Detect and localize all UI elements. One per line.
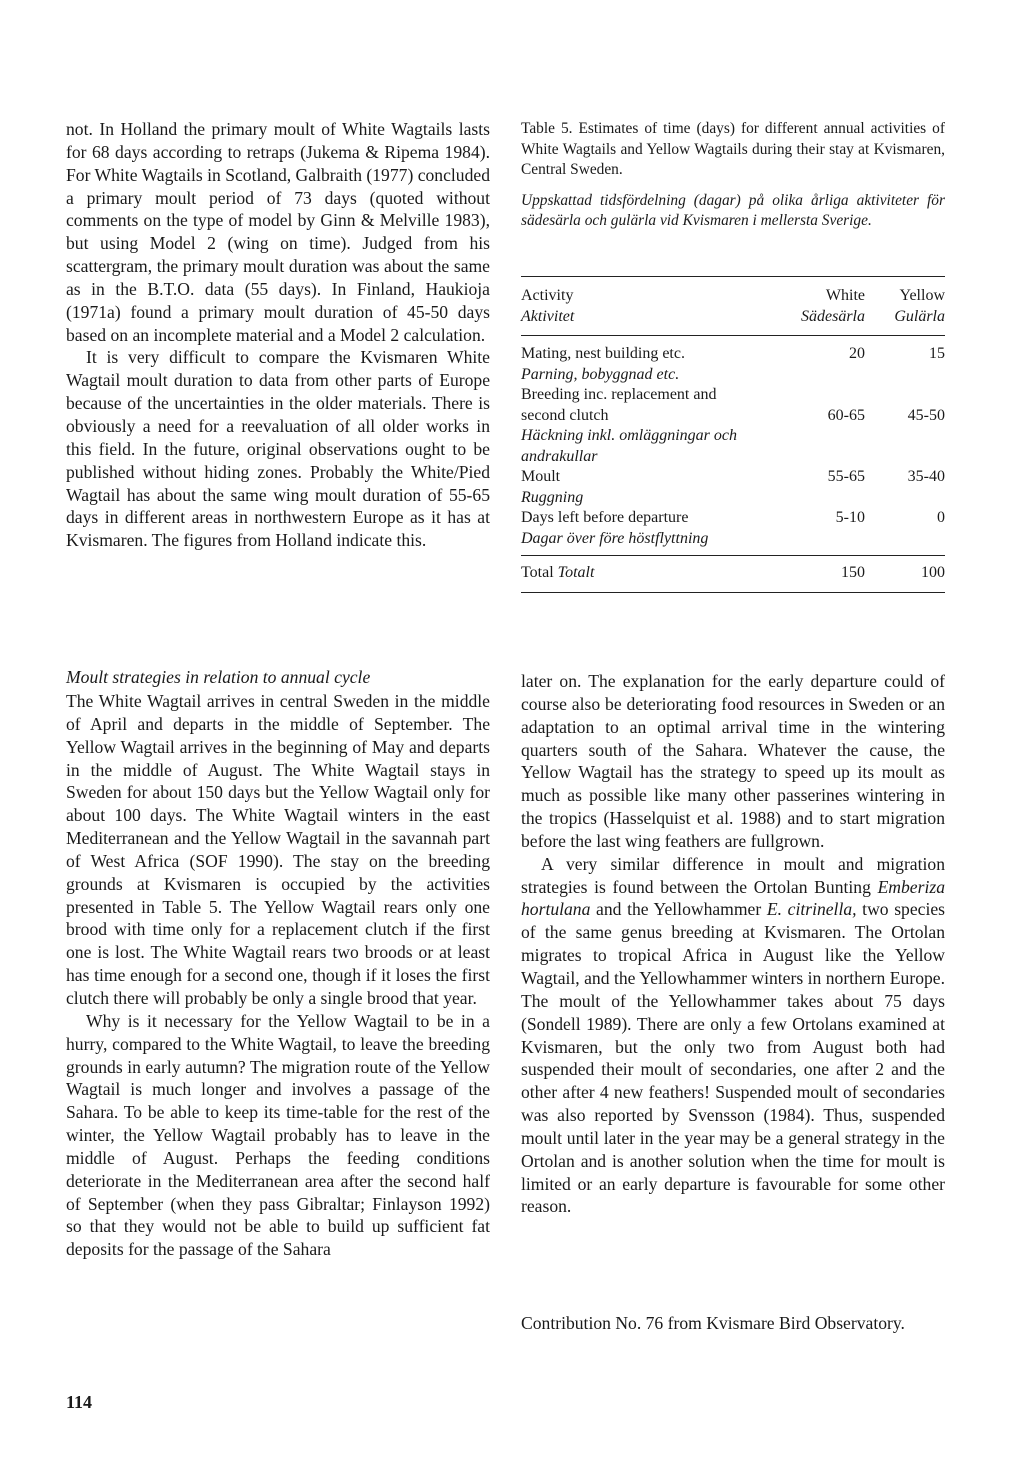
row-activity-sv: Ruggning [521, 488, 584, 506]
row-yellow: 0 [937, 509, 945, 526]
table-row [521, 406, 945, 427]
species-name: E. citrinella, [766, 899, 857, 920]
table-bottom-rule [521, 592, 945, 593]
row-activity-sv: andrakullar [521, 447, 598, 465]
total-label-en: Total [521, 564, 554, 581]
table-row [521, 508, 945, 529]
row-activity: second clutch [521, 406, 609, 424]
table-total-row [521, 563, 945, 584]
paragraph: later on. The explanation for the early departure could of course also be deteriorating food resources in Sweden or an adaptation to an optimal arrival time in the wintering quarters south of the Sahara. Whatever the cause, the Yellow Wagtail has the strategy to speed up its moult as much as possible like many other passerines wintering in the tropics (Hasselquist et al. 1988) and to start migration before the last wing feathers are fullgrown. [521, 671, 945, 851]
row-white: 5-10 [835, 509, 865, 526]
total-yellow: 100 [921, 564, 945, 581]
total-label [521, 563, 761, 584]
paragraph: The White Wagtail arrives in central Sweden in the middle of April and departs in the middle of September. The Yellow Wagtail arrives in the beginning of May and departs in the middle of August. The White Wagtail stays in Sweden for about 150 days but the Yellow Wagtail only for about 100 days. The White Wagtail winters in the east Mediterranean and the Yellow Wagtail in the savannah part of West Africa (SOF 1990). The stay on the breeding grounds at Kvismaren is occupied by the activities presented in Table 5. The Yellow Wagtail rears only one brood with time only for a replacement clutch if the first one is lost. The White Wagtail rears two broods or at least has time enough for a second one, though if it loses the first clutch there will probably be only a single brood that year. [66, 691, 490, 1008]
header-activity: Activity [521, 287, 574, 304]
header-activity-sv: Aktivitet [521, 307, 575, 325]
table-caption-sv: Uppskattad tidsfördelning (dagar) på olika årliga aktiviteter för sädesärla och gulärla vid Kvismaren i mellersta Sverige. [521, 191, 945, 229]
row-activity: Mating, nest building etc. [521, 345, 685, 362]
row-white: 20 [849, 345, 865, 362]
left-column-bottom [66, 666, 490, 1261]
row-activity: Breeding inc. replacement and [521, 386, 717, 403]
row-white: 55-65 [827, 468, 865, 485]
row-yellow: 45-50 [907, 406, 945, 424]
page-number: 114 [66, 1392, 93, 1412]
row-activity-sv: Parning, bobyggnad etc. [521, 365, 680, 383]
table-header-row [521, 286, 945, 307]
table-caption-en: Table 5. Estimates of time (days) for different annual activities of White Wagtails and Yellow Wagtails during their stay at Kvismaren, Central Sweden. [521, 120, 945, 178]
table-5 [521, 276, 945, 593]
row-yellow: 35-40 [907, 468, 945, 485]
paragraph: Why is it necessary for the Yellow Wagtail to be in a hurry, compared to the White Wagtail, to leave the breeding grounds in early autumn? The migration route of the Yellow Wagtail is much longer and involves a passage of the Sahara. To be able to keep its time-table for the rest of the winter, the Yellow Wagtail probably has to leave in the middle of August. Perhaps the feeding conditions deteriorate in the Mediterranean area after the second half of September (when they pass Gibraltar; Finlayson 1992) so that they would not be able to build up sufficient fat deposits for the passage of the Sahara [66, 1010, 490, 1260]
text-run: two species of the same genus breeding at Kvismaren. The Ortolan migrates to tropical Africa in August like the Yellow Wagtail, and the Yellowhammer winters in northern Europe. The moult of the Yellowhammer takes about 75 days (Sondell 1989). There are only a few Ortolans examined at Kvismaren, but the only two from August both had suspended their moult of secondaries, one after 2 and the other after 4 new feathers! Suspended moult of secondaries was also reported by Svensson (1984). Thus, suspended moult until later in the year may be a general strategy in the Ortolan and is another solution when the time for moult is limited or an early departure is favourable for some other reason. [521, 899, 946, 1217]
paragraph: not. In Holland the primary moult of White Wagtails lasts for 68 days according to retraps (Jukema & Ripema 1984). For White Wagtails in Scotland, Galbraith (1977) concluded a primary moult period of 73 days (quoted without comments on the type of model by Ginn & Melville 1983), but using Model 2 (wing on time). Judged from his scattergram, the primary moult duration was about the same as in the B.T.O. data (55 days). In Finland, Haukioja (1971a) found a primary moult duration of 45-50 days based on an incomplete material and a Model 2 calculation. [66, 119, 491, 345]
paragraph: It is very difficult to compare the Kvismaren White Wagtail moult duration to data from other parts of Europe because of the uncertainties in the older materials. There is obviously a need for a reevaluation of all older works in this field. In the future, original observations ought to be published without hiding zones. Probably the White/Pied Wagtail has about the same wing moult duration of 55-65 days in different areas in northwestern Europe as it has at Kvismaren. The figures from Holland indicate this. [66, 347, 490, 551]
species-name: Emberiza hortulana [521, 876, 945, 920]
row-activity-sv: Dagar över före höstflyttning [521, 529, 709, 547]
text-run: A very similar difference in moult and migration strategies is found between the Ortolan Bunting [521, 853, 945, 897]
row-yellow: 15 [929, 345, 945, 362]
row-white: 60-65 [827, 406, 865, 424]
contribution-note: Contribution No. 76 from Kvismare Bird Observatory. [521, 1313, 905, 1333]
right-column-bottom [521, 670, 945, 1218]
table-caption [521, 119, 945, 232]
row-activity: Days left before departure [521, 509, 689, 526]
left-column-top [66, 118, 490, 552]
header-yellow: Yellow [899, 287, 945, 304]
table-header-row-sv [521, 307, 945, 328]
header-white-sv: Sädesärla [801, 307, 865, 325]
paragraph [521, 853, 945, 1219]
row-activity: Moult [521, 468, 561, 485]
total-label-sv: Totalt [557, 564, 595, 581]
table-row [521, 344, 945, 365]
header-yellow-sv: Gulärla [894, 307, 945, 325]
text-run: and the Yellowhammer [590, 899, 767, 920]
section-heading: Moult strategies in relation to annual cycle [66, 667, 371, 687]
row-activity-sv: Häckning inkl. omläggningar och [521, 427, 737, 444]
table-row [521, 467, 945, 488]
header-white: White [825, 287, 865, 304]
total-white: 150 [841, 564, 865, 581]
